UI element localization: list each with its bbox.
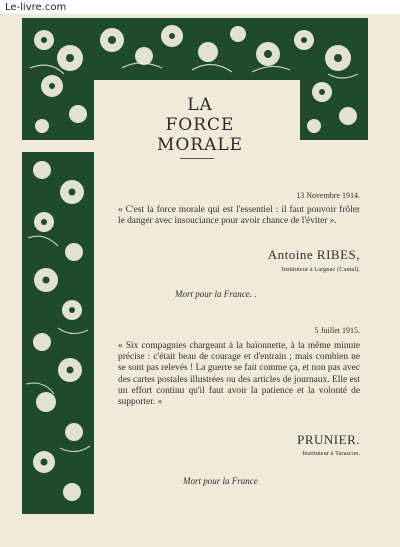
title-line-1: LA bbox=[187, 95, 213, 115]
letter-1-author-last: RIBES, bbox=[316, 247, 360, 262]
floral-border-left bbox=[22, 152, 94, 514]
letter-1-author-first: Antoine bbox=[267, 247, 314, 262]
letter-1-date: 13 Novembre 1914. bbox=[296, 191, 360, 200]
letter-1-author bbox=[200, 247, 360, 263]
letter-2-role: Instituteur à Tarascon. bbox=[302, 450, 360, 457]
letter-1-role: Instituteur à Largnac (Cantal). bbox=[281, 266, 360, 273]
letter-2-quote: « Six compagnies chargeant à la baïonnette, à la même minute précise : c'était beau de courage et d'entrain ; mais combien ne se sont pas relevés ! La guerre se fait comme ça, et non pas avec des cartes postales illustrées ou des articles de journaux. Elle est un effort continu qu'il faut avoir la patience et la volonté de supporter. » bbox=[118, 341, 360, 408]
letter-1-quote: « C'est la force morale qui est l'essentiel : il faut pouvoir frôler le danger avec insouciance pour avoir chance de l'éviter ». bbox=[118, 205, 360, 227]
title-line-2: FORCE bbox=[165, 115, 235, 135]
letter-2-date: 5 Juillet 1915. bbox=[314, 326, 360, 335]
title-underline bbox=[180, 158, 214, 159]
letter-1-epitaph: Mort pour la France. . bbox=[175, 289, 257, 299]
letter-2-author: PRUNIER. bbox=[297, 432, 360, 447]
page-title bbox=[130, 95, 270, 155]
title-line-3: MORALE bbox=[156, 135, 244, 155]
letter-2-epitaph: Mort pour la France bbox=[183, 476, 258, 486]
watermark-text: Le-livre.com bbox=[5, 2, 67, 13]
